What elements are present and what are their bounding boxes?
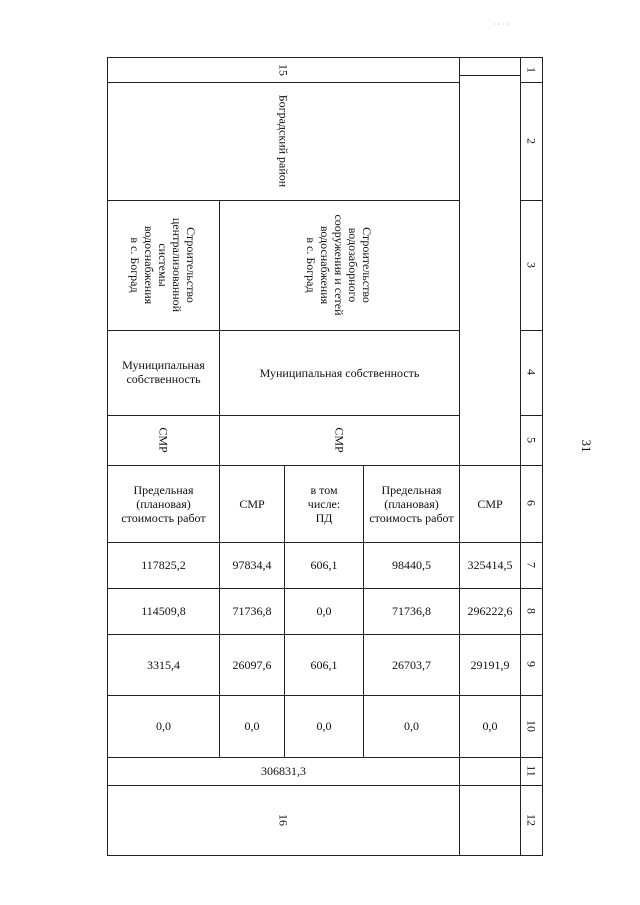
cell: 0,0 — [404, 719, 419, 733]
cell: 71736,8 — [392, 604, 431, 618]
cell: 29191,9 — [470, 658, 510, 672]
header-smr-right: СМР — [477, 497, 503, 511]
smr-label-2: СМР — [332, 427, 347, 453]
cell: 26097,6 — [232, 658, 272, 672]
page-number: 31 — [579, 439, 594, 453]
cell: 26703,7 — [392, 658, 431, 672]
cell: 97834,4 — [232, 558, 272, 572]
cell: 98440,5 — [392, 558, 431, 572]
cell: 0,0 — [316, 719, 332, 733]
header-smr: СМР — [239, 497, 265, 511]
cell: 0,0 — [156, 719, 171, 733]
cell: 0,0 — [482, 719, 498, 733]
cell: 606,1 — [310, 558, 338, 572]
cell: 296222,6 — [467, 604, 513, 618]
col-number-10: 10 — [524, 720, 539, 732]
smr-label-1: СМР — [156, 427, 171, 453]
col-number-4: 4 — [524, 369, 539, 375]
cell: 0,0 — [316, 604, 332, 618]
district-label: Боградский район — [276, 94, 291, 188]
col-number-1: 1 — [524, 67, 539, 73]
cell: 606,1 — [310, 658, 338, 672]
col-number-3: 3 — [524, 262, 539, 268]
object-name-1: Строительство централизованной системы водоснабжения в с. Боград — [128, 217, 198, 313]
col-number-8: 8 — [524, 608, 539, 614]
col-number-12: 12 — [524, 814, 539, 826]
scan-speck: · · · · — [493, 20, 510, 29]
col-number-2: 2 — [524, 138, 539, 144]
ownership-1: Муниципальная собственность — [122, 358, 205, 386]
row-number-16: 16 — [276, 814, 291, 826]
header-pred-1: Предельная (плановая) стоимость работ — [121, 483, 206, 525]
col-number-11: 11 — [524, 765, 539, 777]
object-name-2: Строительство водозаборного сооружения и сетей водоснабжения в с. Боград — [304, 214, 374, 316]
ownership-2: Муниципальная собственность — [259, 366, 420, 380]
total-value: 306831,3 — [261, 764, 306, 778]
cell: 114509,8 — [141, 604, 186, 618]
col-number-7: 7 — [524, 562, 539, 568]
cell: 325414,5 — [467, 558, 513, 572]
col-number-6: 6 — [524, 500, 539, 506]
col-number-9: 9 — [524, 661, 539, 667]
cell: 0,0 — [244, 719, 260, 733]
header-pd: в том числе: ПД — [307, 483, 341, 525]
row-number-15: 15 — [276, 64, 291, 76]
cell: 3315,4 — [147, 658, 180, 672]
cell: 71736,8 — [232, 604, 272, 618]
header-pred-2: Предельная (плановая) стоимость работ — [369, 483, 454, 525]
cell: 117825,2 — [141, 558, 186, 572]
col-number-5: 5 — [524, 437, 539, 443]
